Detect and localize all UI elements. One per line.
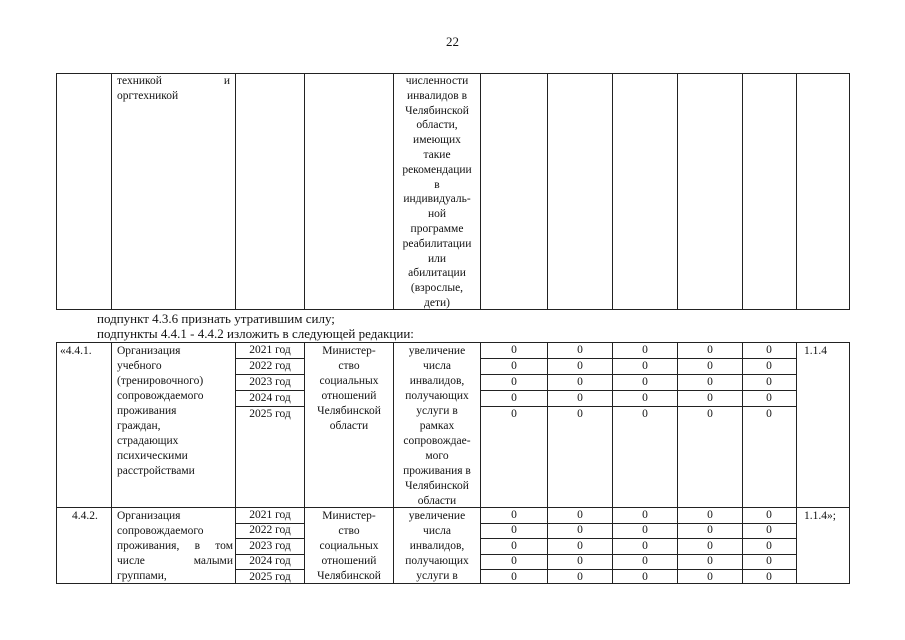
text-line: инвалидов, [409, 375, 465, 387]
text-line: ство [338, 525, 360, 537]
text-line: инвалидов в [406, 89, 468, 102]
text-fragment: техникой [117, 75, 162, 87]
text-line: Челябинской [405, 104, 469, 117]
value-cell: 0 [766, 360, 772, 372]
text-fragment: оргтехникой [117, 90, 179, 102]
text-fragment: в [194, 540, 201, 552]
text-line: реабилитации [402, 237, 472, 250]
reference-code: 1.1.4 [804, 345, 827, 357]
value-cell: 0 [707, 509, 713, 521]
text-line: сопровождаемого [117, 525, 204, 537]
value-cell: 0 [766, 571, 772, 583]
value-cell: 0 [511, 524, 517, 536]
year-cell: 2022 год [249, 360, 291, 372]
text-fragment: и [223, 75, 230, 87]
top-table-item-text [117, 74, 230, 104]
year-cell: 2024 год [249, 392, 291, 404]
value-cell: 0 [511, 392, 517, 404]
value-cell: 0 [577, 392, 583, 404]
value-cell: 0 [642, 344, 648, 356]
text-line: дети) [424, 296, 450, 309]
text-line: области, [416, 119, 458, 132]
text-line: Челябинской [317, 405, 381, 417]
value-cell: 0 [642, 392, 648, 404]
executor-text [305, 509, 393, 584]
text-line: области [417, 495, 457, 507]
value-cell: 0 [511, 376, 517, 388]
text-line: получающих [405, 555, 469, 567]
value-cell: 0 [707, 392, 713, 404]
text-line: рекомендации [402, 163, 472, 176]
value-cell: 0 [577, 509, 583, 521]
page-number: 22 [446, 34, 459, 49]
value-cell: 0 [766, 509, 772, 521]
text-line: учебного [117, 360, 162, 372]
value-cell: 0 [577, 360, 583, 372]
value-cell: 0 [766, 540, 772, 552]
note-line-1: подпункт 4.3.6 признать утратившим силу; [97, 311, 335, 326]
value-cell: 0 [707, 571, 713, 583]
value-cell: 0 [642, 509, 648, 521]
text-line: Организация [117, 345, 181, 357]
value-cell: 0 [511, 360, 517, 372]
value-cell: 0 [577, 376, 583, 388]
text-line: ство [338, 360, 360, 372]
value-cell: 0 [642, 360, 648, 372]
value-cell: 0 [642, 571, 648, 583]
value-cell: 0 [766, 408, 772, 420]
text-line: страдающих [117, 435, 179, 447]
value-cell: 0 [577, 555, 583, 567]
value-cell: 0 [707, 408, 713, 420]
reference-code: 1.1.4»; [804, 510, 836, 522]
year-cell: 2024 год [249, 555, 291, 567]
value-cell: 0 [707, 360, 713, 372]
text-line: мого [425, 450, 449, 462]
text-line: имеющих [413, 134, 461, 147]
text-line: группами, [117, 570, 167, 582]
value-cell: 0 [707, 376, 713, 388]
text-line: в [434, 178, 440, 191]
text-line: психическими [117, 450, 188, 462]
text-line: численности [405, 75, 469, 87]
text-line: или [427, 252, 447, 265]
text-line: получающих [405, 390, 469, 402]
text-line: такие [423, 148, 451, 161]
text-line: проживания в [403, 465, 471, 477]
text-line: социальных [319, 375, 379, 387]
executor-text [305, 344, 393, 434]
year-cell: 2023 год [249, 376, 291, 388]
text-line: увеличение [408, 345, 466, 357]
value-cell: 0 [577, 524, 583, 536]
text-line: Министер- [322, 510, 376, 522]
value-cell: 0 [511, 540, 517, 552]
measure-name [117, 509, 233, 584]
text-line: проживания [117, 405, 177, 417]
note-line-2: подпункты 4.4.1 - 4.4.2 изложить в следующей редакции: [97, 326, 414, 341]
text-line: (тренировочного) [117, 375, 204, 387]
measure-name [117, 344, 233, 479]
text-fragment: малыми [193, 555, 233, 567]
text-line: социальных [319, 540, 379, 552]
value-cell: 0 [766, 555, 772, 567]
value-cell: 0 [642, 524, 648, 536]
text-line: отношений [321, 390, 377, 402]
value-cell: 0 [511, 555, 517, 567]
text-line: сопровождае- [403, 435, 471, 447]
indicator-text [394, 509, 480, 584]
value-cell: 0 [707, 524, 713, 536]
value-cell: 0 [511, 509, 517, 521]
value-cell: 0 [707, 555, 713, 567]
text-line: граждан, [117, 420, 161, 432]
text-line: Челябинской [405, 480, 469, 492]
year-cell: 2025 год [249, 571, 291, 583]
text-line: Организация [117, 510, 181, 522]
text-line: числа [423, 360, 451, 372]
text-line: инвалидов, [409, 540, 465, 552]
value-cell: 0 [707, 540, 713, 552]
year-cell: 2022 год [249, 524, 291, 536]
text-line: числа [423, 525, 451, 537]
value-cell: 0 [511, 571, 517, 583]
indicator-text [394, 344, 480, 509]
text-line: рамках [419, 420, 455, 432]
value-cell: 0 [766, 376, 772, 388]
value-cell: 0 [511, 344, 517, 356]
text-fragment: проживания, [117, 540, 180, 552]
value-cell: 0 [707, 344, 713, 356]
value-cell: 0 [577, 408, 583, 420]
text-line [117, 539, 233, 554]
text-fragment: числе [117, 555, 145, 567]
value-cell: 0 [511, 408, 517, 420]
value-cell: 0 [766, 344, 772, 356]
value-cell: 0 [577, 571, 583, 583]
text-line: программе [410, 222, 464, 235]
year-cell: 2023 год [249, 540, 291, 552]
year-cell: 2025 год [249, 408, 291, 420]
year-cell: 2021 год [249, 344, 291, 356]
value-cell: 0 [642, 376, 648, 388]
text-line: (взрослые, [410, 282, 464, 295]
year-cell: 2021 год [249, 509, 291, 521]
text-line: услуги в [416, 405, 458, 417]
value-cell: 0 [766, 524, 772, 536]
text-line: отношений [321, 555, 377, 567]
text-line: Министер- [322, 345, 376, 357]
top-table-indicator-text [394, 74, 480, 311]
text-line: сопровождаемого [117, 390, 204, 402]
value-cell: 0 [577, 344, 583, 356]
text-line: увеличение [408, 510, 466, 522]
text-line: Челябинской [317, 570, 381, 582]
row-number: 4.4.2. [72, 510, 98, 522]
text-line: ной [427, 208, 447, 221]
row-number: «4.4.1. [60, 345, 92, 357]
value-cell: 0 [642, 540, 648, 552]
text-line: расстройствами [117, 465, 195, 477]
text-line: услуги в [416, 570, 458, 582]
text-line: области [329, 420, 369, 432]
text-fragment: том [215, 540, 233, 552]
text-line: абилитации [408, 267, 466, 280]
text-line: индивидуаль- [403, 193, 471, 206]
value-cell: 0 [577, 540, 583, 552]
value-cell: 0 [642, 555, 648, 567]
value-cell: 0 [766, 392, 772, 404]
text-line [117, 554, 233, 569]
value-cell: 0 [642, 408, 648, 420]
